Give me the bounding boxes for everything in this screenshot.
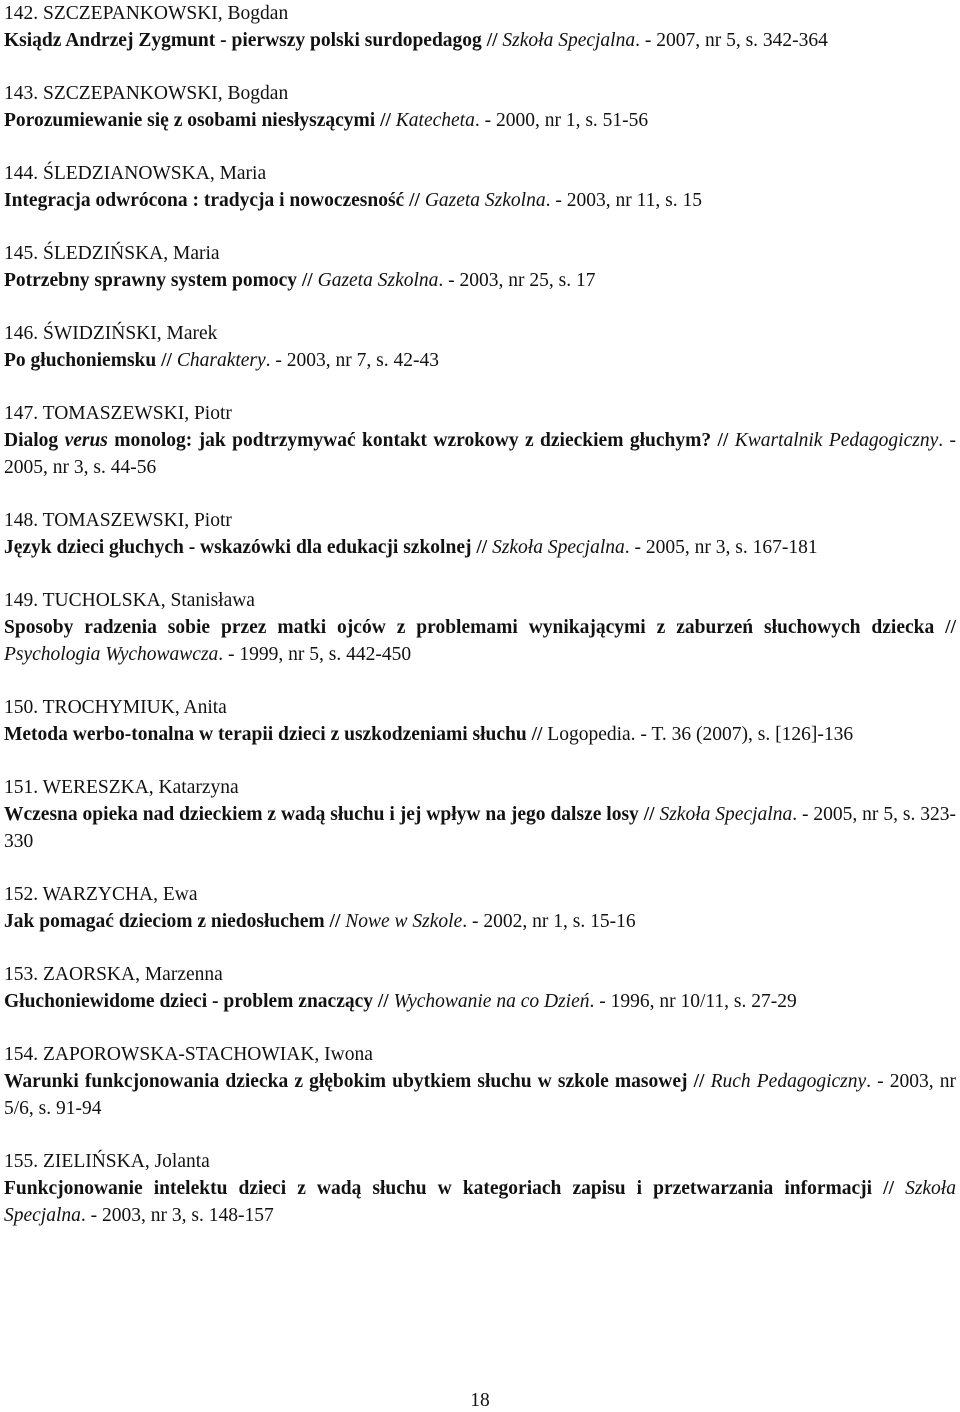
entry-separator: // [156,350,177,371]
entry-separator: // [375,110,396,131]
bibliography-entry-155 [4,1148,956,1229]
entry-author: 148. TOMASZEWSKI, Piotr [4,510,232,531]
entry-details: . - 1999, nr 5, s. 442-450 [218,644,412,665]
entry-separator: // [687,1071,711,1092]
entry-journal: Szkoła Specjalna [659,804,793,825]
entry-citation [4,614,956,668]
bibliography-page [4,0,956,1255]
entry-separator: // [324,911,346,932]
entry-details: . - 2003, nr 7, s. 42-43 [265,350,439,371]
bibliography-entry-152 [4,881,956,935]
entry-journal: Nowe w Szkole [345,911,463,932]
entry-details: . - 2003, nr 3, s. 148-157 [80,1205,274,1226]
entry-title-end: monolog: jak podtrzymywać kontakt wzrokowy z dzieckiem głuchym? [107,430,712,451]
entry-author: 147. TOMASZEWSKI, Piotr [4,403,232,424]
bibliography-entry-142 [4,0,956,54]
entry-title: Po głuchoniemsku [4,350,157,371]
entry-citation [4,1175,956,1229]
entry-title: Warunki funkcjonowania dziecka z głębokim ubytkiem słuchu w szkole masowej [4,1071,688,1092]
entry-citation [4,908,956,935]
entry-journal: Kwartalnik Pedagogiczny [734,430,939,451]
entry-title: Język dzieci głuchych - wskazówki dla edukacji szkolnej [4,537,472,558]
entry-details: . - 2005, nr 3, s. 44-56 [4,430,956,478]
bibliography-entry-154 [4,1041,956,1122]
entry-journal: Szkoła Specjalna [502,30,636,51]
bibliography-entry-147 [4,400,956,481]
entry-separator: // [404,190,425,211]
entry-author: 144. ŚLEDZIANOWSKA, Maria [4,163,267,184]
entry-title [4,430,711,451]
entry-details: . - 2003, nr 11, s. 15 [545,190,702,211]
entry-details: . - 2003, nr 25, s. 17 [438,270,596,291]
entry-citation [4,427,956,481]
entry-author: 152. WARZYCHA, Ewa [4,884,198,905]
entry-journal: Katecheta [395,110,475,131]
entry-separator: // [872,1178,906,1199]
bibliography-entry-148 [4,507,956,561]
entry-separator: // [481,30,503,51]
entry-details: . - 2000, nr 1, s. 51-56 [474,110,649,131]
entry-citation [4,187,956,214]
entry-journal: Szkoła Specjalna [492,537,625,558]
entry-author: 154. ZAPOROWSKA-STACHOWIAK, Iwona [4,1044,373,1065]
entry-journal: Gazeta Szkolna [317,270,439,291]
entry-details: . - 2002, nr 1, s. 15-16 [462,911,636,932]
entry-citation [4,534,956,561]
entry-journal: Wychowanie na co Dzień [393,991,590,1012]
entry-author: 151. WERESZKA, Katarzyna [4,777,239,798]
entry-separator: // [373,991,394,1012]
entry-journal: Logopedia [547,724,631,745]
entry-citation [4,988,956,1015]
bibliography-entry-149 [4,587,956,668]
entry-title: Głuchoniewidome dzieci - problem znaczący [4,991,374,1012]
entry-citation [4,801,956,855]
entry-author: 155. ZIELIŃSKA, Jolanta [4,1151,210,1172]
entry-journal: Ruch Pedagogiczny [710,1071,867,1092]
entry-details: . - 2007, nr 5, s. 342-364 [635,30,828,51]
entry-separator: // [934,617,956,638]
entry-author: 145. ŚLEDZIŃSKA, Maria [4,243,220,264]
entry-separator: // [526,724,548,745]
entry-title: Wczesna opieka nad dzieckiem z wadą słuchu i jej wpływ na jego dalsze losy [4,804,639,825]
entry-author: 143. SZCZEPANKOWSKI, Bogdan [4,83,289,104]
entry-author: 153. ZAORSKA, Marzenna [4,964,223,985]
entry-author: 142. SZCZEPANKOWSKI, Bogdan [4,3,289,24]
entry-separator: // [711,430,735,451]
entry-citation [4,1068,956,1122]
entry-title: Metoda werbo-tonalna w terapii dzieci z uszkodzeniami słuchu [4,724,527,745]
bibliography-entry-145 [4,240,956,294]
entry-details: . - 2003, nr 5/6, s. 91-94 [4,1071,956,1119]
entry-title: Funkcjonowanie intelektu dzieci z wadą słuchu w kategoriach zapisu i przetwarzania informacji [4,1178,873,1199]
bibliography-entry-143 [4,80,956,134]
entry-journal: Gazeta Szkolna [424,190,546,211]
bibliography-entry-144 [4,160,956,214]
entry-journal: Psychologia Wychowawcza [4,644,219,665]
entry-journal: Charaktery [176,350,266,371]
entry-details: . - 2005, nr 3, s. 167-181 [624,537,818,558]
entry-citation [4,107,956,134]
entry-separator: // [638,804,660,825]
bibliography-entry-146 [4,320,956,374]
entry-details: . - T. 36 (2007), s. [126]-136 [630,724,854,745]
entry-journal: Szkoła Specjalna [4,1178,956,1226]
entry-title: Jak pomagać dzieciom z niedosłuchem [4,911,325,932]
entry-citation [4,27,956,54]
entry-citation [4,347,956,374]
entry-details: . - 1996, nr 10/11, s. 27-29 [589,991,797,1012]
page-number: 18 [470,1390,490,1411]
entry-author: 150. TROCHYMIUK, Anita [4,697,227,718]
entry-citation [4,721,956,748]
entry-title: Sposoby radzenia sobie przez matki ojców z problemami wynikającymi z zaburzeń słuchowych dziecka [4,617,935,638]
entry-separator: // [471,537,493,558]
entry-title: Integracja odwrócona : tradycja i nowoczesność [4,190,405,211]
entry-title: Porozumiewanie się z osobami niesłyszącymi [4,110,376,131]
entry-citation [4,267,956,294]
entry-author: 149. TUCHOLSKA, Stanisława [4,590,255,611]
entry-details: . - 2005, nr 5, s. 323-330 [4,804,957,852]
bibliography-entry-153 [4,961,956,1015]
bibliography-entry-150 [4,694,956,748]
bibliography-entry-151 [4,774,956,855]
entry-separator: // [297,270,318,291]
entry-title: Ksiądz Andrzej Zygmunt - pierwszy polski surdopedagog [4,30,482,51]
entry-title-start: Dialog [4,430,65,451]
entry-title: Potrzebny sprawny system pomocy [4,270,298,291]
entry-title-emphasis: verus [64,430,108,451]
entry-author: 146. ŚWIDZIŃSKI, Marek [4,323,218,344]
